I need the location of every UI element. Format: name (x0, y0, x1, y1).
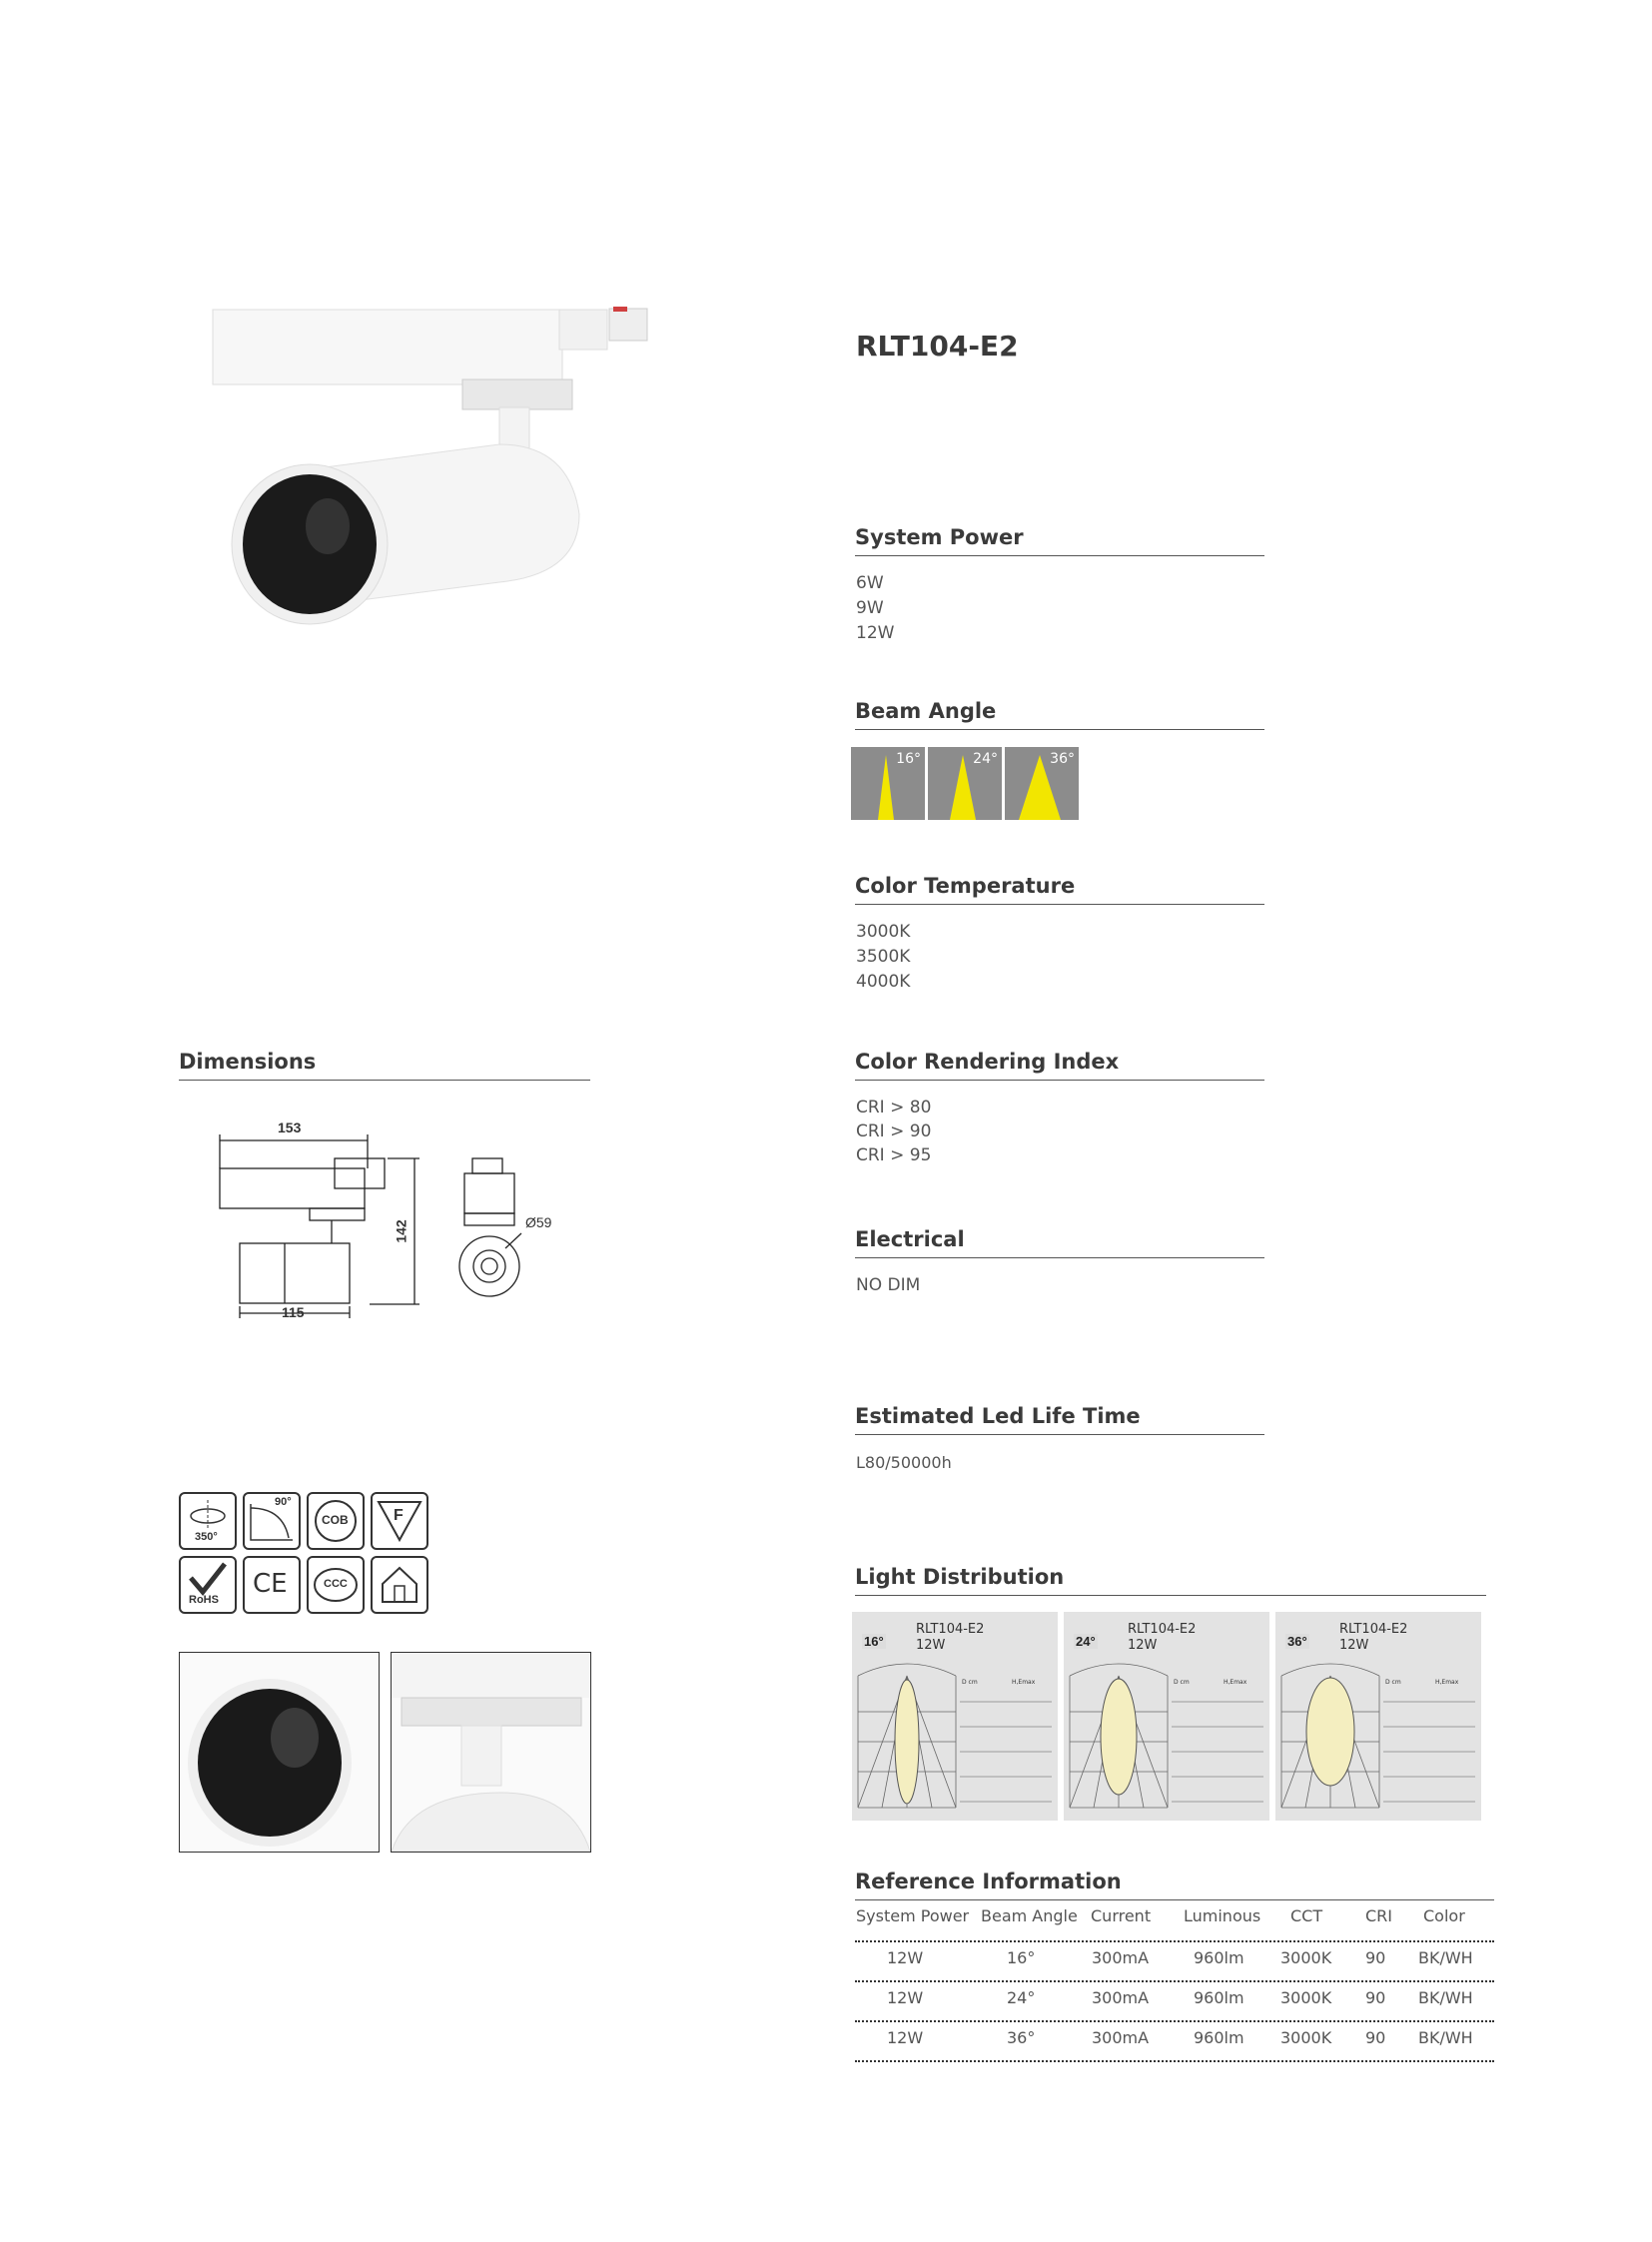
system-power-title: System Power (855, 525, 1024, 549)
ld-power: 12W (1128, 1638, 1158, 1653)
ld-polar-chart (852, 1612, 1058, 1821)
svg-text:D cm: D cm (962, 1679, 978, 1686)
reference-title: Reference Information (855, 1869, 1122, 1893)
f-mark-icon (371, 1492, 428, 1550)
svg-text:H,Emax: H,Emax (1012, 1679, 1036, 1686)
light-distribution-panel-24 (1064, 1612, 1269, 1821)
ld-power: 12W (916, 1638, 946, 1653)
icon-label: 90° (275, 1496, 292, 1508)
product-title: RLT104-E2 (856, 330, 1019, 363)
cri-value: CRI > 90 (856, 1121, 932, 1141)
ld-polar-chart (1064, 1612, 1269, 1821)
led-life-value: L80/50000h (856, 1453, 952, 1472)
indoor-use-icon (371, 1556, 428, 1614)
cri-rule (855, 1080, 1264, 1081)
light-distribution-panel-36 (1275, 1612, 1481, 1821)
table-cell: 3000K (1280, 1988, 1332, 2007)
electrical-value: NO DIM (856, 1275, 921, 1295)
ref-divider (855, 2020, 1494, 2022)
light-distribution-rule (855, 1595, 1486, 1596)
table-cell: 3000K (1280, 2028, 1332, 2047)
ref-header-color: Color (1423, 1906, 1465, 1925)
ld-angle-tag: 16° (864, 1634, 884, 1649)
detail-photo-joint (391, 1652, 591, 1853)
beam-angle-label: 24° (973, 751, 998, 767)
ref-divider (855, 1980, 1494, 1982)
system-power-rule (855, 555, 1264, 556)
ref-header-beam-angle: Beam Angle (981, 1906, 1078, 1925)
cri-value: CRI > 95 (856, 1145, 932, 1165)
ld-angle-tag: 24° (1076, 1634, 1096, 1649)
electrical-title: Electrical (855, 1227, 965, 1251)
table-cell: 90 (1365, 2028, 1386, 2047)
ref-header-current: Current (1091, 1906, 1152, 1925)
dimension-lower-width-label: 115 (282, 1304, 305, 1320)
ref-header-cri: CRI (1365, 1906, 1393, 1925)
table-cell: 300mA (1092, 1948, 1150, 1967)
ref-divider (855, 1940, 1494, 1942)
table-cell: BK/WH (1418, 1948, 1473, 1967)
icon-label: 350° (195, 1531, 218, 1543)
table-cell: 960lm (1194, 1988, 1244, 2007)
table-cell: 12W (887, 2028, 924, 2047)
table-cell: BK/WH (1418, 2028, 1473, 2047)
beam-16-swatch (851, 747, 925, 820)
color-temperature-value: 3500K (856, 947, 911, 967)
tilt-90-icon (243, 1492, 301, 1550)
beam-angle-title: Beam Angle (855, 699, 997, 723)
cob-icon (307, 1492, 365, 1550)
cri-value: CRI > 80 (856, 1098, 932, 1118)
beam-angle-label: 16° (896, 751, 921, 767)
color-temperature-rule (855, 904, 1264, 905)
ref-header-system-power: System Power (856, 1906, 970, 1925)
beam-angle-label: 36° (1050, 751, 1075, 767)
ld-model: RLT104-E2 (1128, 1622, 1197, 1637)
table-cell: 960lm (1194, 1948, 1244, 1967)
light-distribution-title: Light Distribution (855, 1565, 1065, 1589)
cri-title: Color Rendering Index (855, 1050, 1120, 1074)
dimension-height-label: 142 (393, 1219, 410, 1243)
ccc-icon (307, 1556, 365, 1614)
dimensions-rule (179, 1080, 590, 1081)
color-temperature-title: Color Temperature (855, 874, 1076, 898)
beam-angle-rule (855, 729, 1264, 730)
light-distribution-panel-16 (852, 1612, 1058, 1821)
table-cell: 3000K (1280, 1948, 1332, 1967)
system-power-value: 12W (856, 623, 895, 643)
table-cell: 300mA (1092, 2028, 1150, 2047)
table-cell: 960lm (1194, 2028, 1244, 2047)
icon-label: CCC (324, 1578, 348, 1590)
beam-36-swatch (1005, 747, 1079, 820)
ref-divider (855, 2060, 1494, 2062)
icon-label: F (394, 1507, 404, 1524)
ce-icon (243, 1556, 301, 1614)
table-cell: BK/WH (1418, 1988, 1473, 2007)
ld-angle-tag: 36° (1287, 1634, 1307, 1649)
detail-photo-front (179, 1652, 380, 1853)
system-power-value: 9W (856, 598, 884, 618)
ld-power: 12W (1339, 1638, 1369, 1653)
table-cell: 90 (1365, 1948, 1386, 1967)
product-image (210, 305, 659, 639)
table-cell: 16° (1007, 1948, 1036, 1967)
svg-text:H,Emax: H,Emax (1224, 1679, 1247, 1686)
electrical-rule (855, 1257, 1264, 1258)
dimension-width-label: 153 (278, 1120, 302, 1135)
table-cell: 12W (887, 1988, 924, 2007)
ref-header-cct: CCT (1290, 1906, 1323, 1925)
ld-model: RLT104-E2 (916, 1622, 985, 1637)
led-life-title: Estimated Led Life Time (855, 1404, 1141, 1428)
color-temperature-value: 4000K (856, 972, 911, 992)
rohs-icon (179, 1556, 237, 1614)
table-cell: 12W (887, 1948, 924, 1967)
icon-label: COB (322, 1513, 349, 1527)
table-cell: 24° (1007, 1988, 1036, 2007)
reference-rule (855, 1899, 1494, 1900)
svg-text:D cm: D cm (1174, 1679, 1190, 1686)
ref-header-luminous: Luminous (1184, 1906, 1261, 1925)
table-cell: 90 (1365, 1988, 1386, 2007)
table-cell: 36° (1007, 2028, 1036, 2047)
color-temperature-value: 3000K (856, 922, 911, 942)
svg-text:D cm: D cm (1385, 1679, 1401, 1686)
icon-label: RoHS (189, 1594, 219, 1606)
table-cell: 300mA (1092, 1988, 1150, 2007)
ld-polar-chart (1275, 1612, 1481, 1821)
icon-label: CE (253, 1569, 288, 1599)
beam-24-swatch (928, 747, 1002, 820)
svg-text:H,Emax: H,Emax (1435, 1679, 1459, 1686)
rotation-350-icon (179, 1492, 237, 1550)
dimensions-title: Dimensions (179, 1050, 317, 1074)
led-life-rule (855, 1434, 1264, 1435)
dimension-diameter-label: Ø59 (525, 1214, 552, 1230)
ld-model: RLT104-E2 (1339, 1622, 1408, 1637)
dimensions-drawing (210, 1119, 569, 1328)
system-power-value: 6W (856, 573, 884, 593)
